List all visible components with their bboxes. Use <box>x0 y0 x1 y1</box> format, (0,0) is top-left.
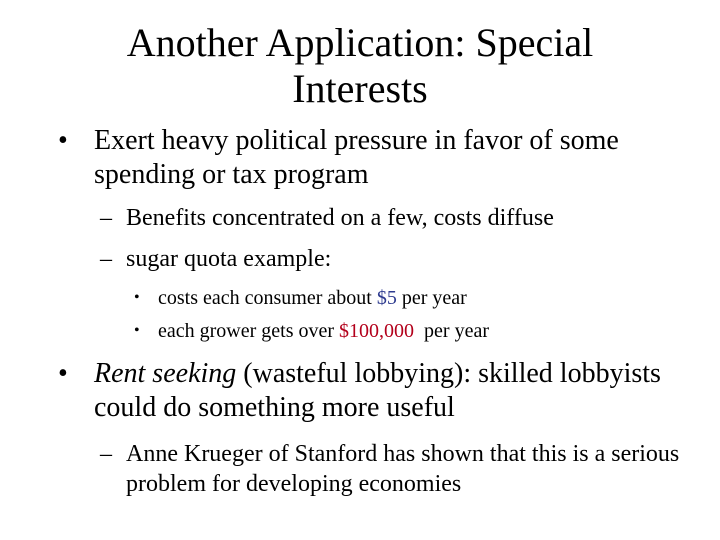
bullet-text: Exert heavy political pressure in favor of some spending or tax program <box>94 125 619 190</box>
grower-gain-value: $100,000 <box>339 320 415 342</box>
sub-sub-bullet-text <box>158 286 638 310</box>
sub-sub-bullet-text <box>158 319 638 343</box>
bullet-marker: • <box>134 289 140 306</box>
text-pre: each grower gets over <box>158 320 340 342</box>
bullet-text-rest: (wasteful lobbying): skilled lobbyists could do something more useful <box>94 358 661 423</box>
bullet-marker: • <box>134 322 140 339</box>
text-post: per year <box>396 287 467 309</box>
text-post: per year <box>414 320 489 342</box>
sub-bullet-text: Anne Krueger of Stanford has shown that this is a serious problem for developing economies <box>126 441 680 497</box>
bullet-marker: • <box>58 125 68 156</box>
dash-marker: – <box>100 246 112 272</box>
slide-title: Another Application: Special Interests <box>126 20 594 111</box>
dash-marker: – <box>100 205 112 231</box>
sub-bullet-text: Benefits concentrated on a few, costs diffuse <box>126 205 554 231</box>
bullet-marker: • <box>58 358 68 389</box>
rent-seeking-term: Rent seeking <box>94 358 237 389</box>
dash-marker: – <box>100 441 112 467</box>
consumer-cost-value: $5 <box>376 287 397 309</box>
bullet-text <box>94 357 674 425</box>
text-pre: costs each consumer about <box>158 287 377 309</box>
sub-bullet-text: sugar quota example: <box>126 246 332 272</box>
